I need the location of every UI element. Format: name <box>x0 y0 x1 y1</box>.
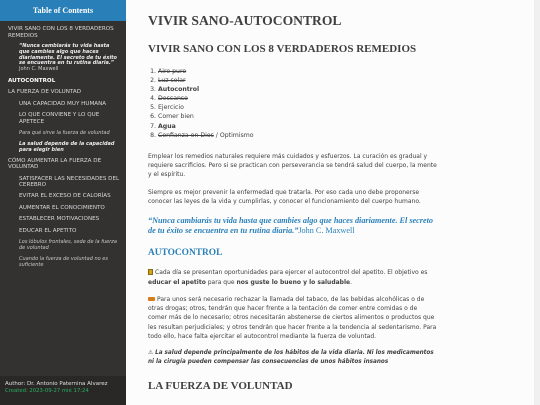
toc-item[interactable]: Para qué sirve la fuerza de voluntad <box>19 129 110 136</box>
toc-item[interactable]: EVITAR EL EXCESO DE CALORÍAS <box>19 193 111 200</box>
toc-item[interactable]: “Nunca cambiarás tu vida hasta que cambies algo que haces diariamente. El secreto de tu éxito se encuentra en tu rutina diaria.” John C. Maxwell <box>19 42 117 73</box>
maxwell-quote <box>148 216 438 236</box>
remedy-item: 1. Aire puro <box>158 67 438 76</box>
toc-item[interactable]: La salud depende de la capacidad para elegir bien <box>19 140 115 153</box>
sidebar-footer <box>0 376 126 405</box>
toc-header: Table of Contents <box>0 0 126 21</box>
created-date: Created: 2023-09-27 mié 17:24 <box>5 388 89 394</box>
toc-item[interactable]: SATISFACER LAS NECESIDADES DEL CEREBRO <box>19 175 120 189</box>
scrollbar[interactable] <box>534 0 540 405</box>
toc-item[interactable]: ESTABLECER MOTIVACIONES <box>19 216 100 223</box>
subsection-title-autocontrol: AUTOCONTROL <box>148 248 223 259</box>
remedy-item: 7. Agua <box>158 122 438 131</box>
section-title-voluntad: LA FUERZA DE VOLUNTAD <box>148 380 293 393</box>
author-info: Author: Dr. Antonio Paternina Alvarez <box>5 381 108 387</box>
remedies-list <box>148 67 438 140</box>
toc-item[interactable]: Los lóbulos frontales, sede de la fuerza de voluntad <box>19 239 117 252</box>
sidebar <box>0 0 126 405</box>
toc-list <box>0 21 126 268</box>
toc-item[interactable]: AUTOCONTROL <box>8 77 56 84</box>
toc-item[interactable]: Cuando la fuerza de voluntad no es suficiente <box>19 255 108 268</box>
remedy-item: 5. Ejercicio <box>158 103 438 112</box>
remedy-item: 4. Descanso <box>158 94 438 103</box>
paragraph-tentaciones: Para unos será necesario rechazar la llamada del tabaco, de las bebidas alcohólicas o de otras drogas; otros, tendrán que hacer frente a la tentación de comer entre comidas o de comer más de lo necesario; otros necesitarán abstenerse de ciertos alimentos o productos que les resultan perjudiciales; y otros tendrán que hacer frente a la tendencia al sedentarismo. Para todo ello, hace falta ejercitar el autocontrol mediante la fuerza de voluntad. <box>148 295 437 341</box>
remedy-item: 8. Confianza en Dios / Optimismo <box>158 131 438 140</box>
hourglass-icon <box>148 269 153 275</box>
toc-item[interactable]: LO QUE CONVIENE Y LO QUE APETECE <box>19 111 100 125</box>
remedy-item: 3. Autocontrol <box>158 85 438 94</box>
toc-item[interactable]: EDUCAR EL APETITO <box>19 227 77 234</box>
content-body <box>148 13 438 404</box>
warning-icon: ⚠ <box>148 350 154 357</box>
paragraph-apetito: Cada día se presentan oportunidades para ejercer el autocontrol del apetito. El objetivo es educar el apetito para que nos guste lo bueno y lo saludable. <box>148 269 428 286</box>
toc-item[interactable]: UNA CAPACIDAD MUY HUMANA <box>19 100 107 107</box>
paragraph-remedios: Emplear los remedios naturales requiere más cuidados y esfuerzos. La curación es gradual y requiere sacrificios. Pero si se practican con perseverancia se tendrá salud del cuerpo, la mente y el espíritu. <box>148 152 437 179</box>
remedy-item: 2. Luz solar <box>158 76 438 85</box>
health-note: ⚠ La salud depende principalmente de los hábitos de la vida diaria. Ni los medicamentos ni la cirugía pueden compensar las consecuencias de unos hábitos insanos <box>148 350 434 365</box>
quote-author: John C. Maxwell <box>298 226 355 236</box>
toc-item[interactable]: VIVIR SANO CON LOS 8 VERDADEROS REMEDIOS <box>8 26 114 39</box>
page-title: VIVIR SANO-AUTOCONTROL <box>148 13 342 28</box>
section-title-remedios: VIVIR SANO CON LOS 8 VERDADEROS REMEDIOS <box>148 43 417 55</box>
remedy-item: 6. Comer bien <box>158 112 438 121</box>
quote-text: “Nunca cambiarás tu vida hasta que cambies algo que haces diariamente. El secreto de tu éxito se encuentra en tu rutina diaria.” <box>148 216 433 236</box>
main-content[interactable] <box>126 0 540 405</box>
bag-icon <box>148 297 155 301</box>
toc-item[interactable]: CÓMO AUMENTAR LA FUERZA DE VOLUNTAD <box>8 157 102 171</box>
paragraph-prevenir: Siempre es mejor prevenir la enfermedad que tratarla. Por eso cada uno debe proponerse conocer las leyes de la vida y cumplirlas, y conocer el funcionamiento del cuerpo humano. <box>148 188 421 205</box>
toc-item[interactable]: AUMENTAR EL CONOCIMIENTO <box>19 204 105 211</box>
toc-item[interactable]: LA FUERZA DE VOLUNTAD <box>8 89 82 96</box>
